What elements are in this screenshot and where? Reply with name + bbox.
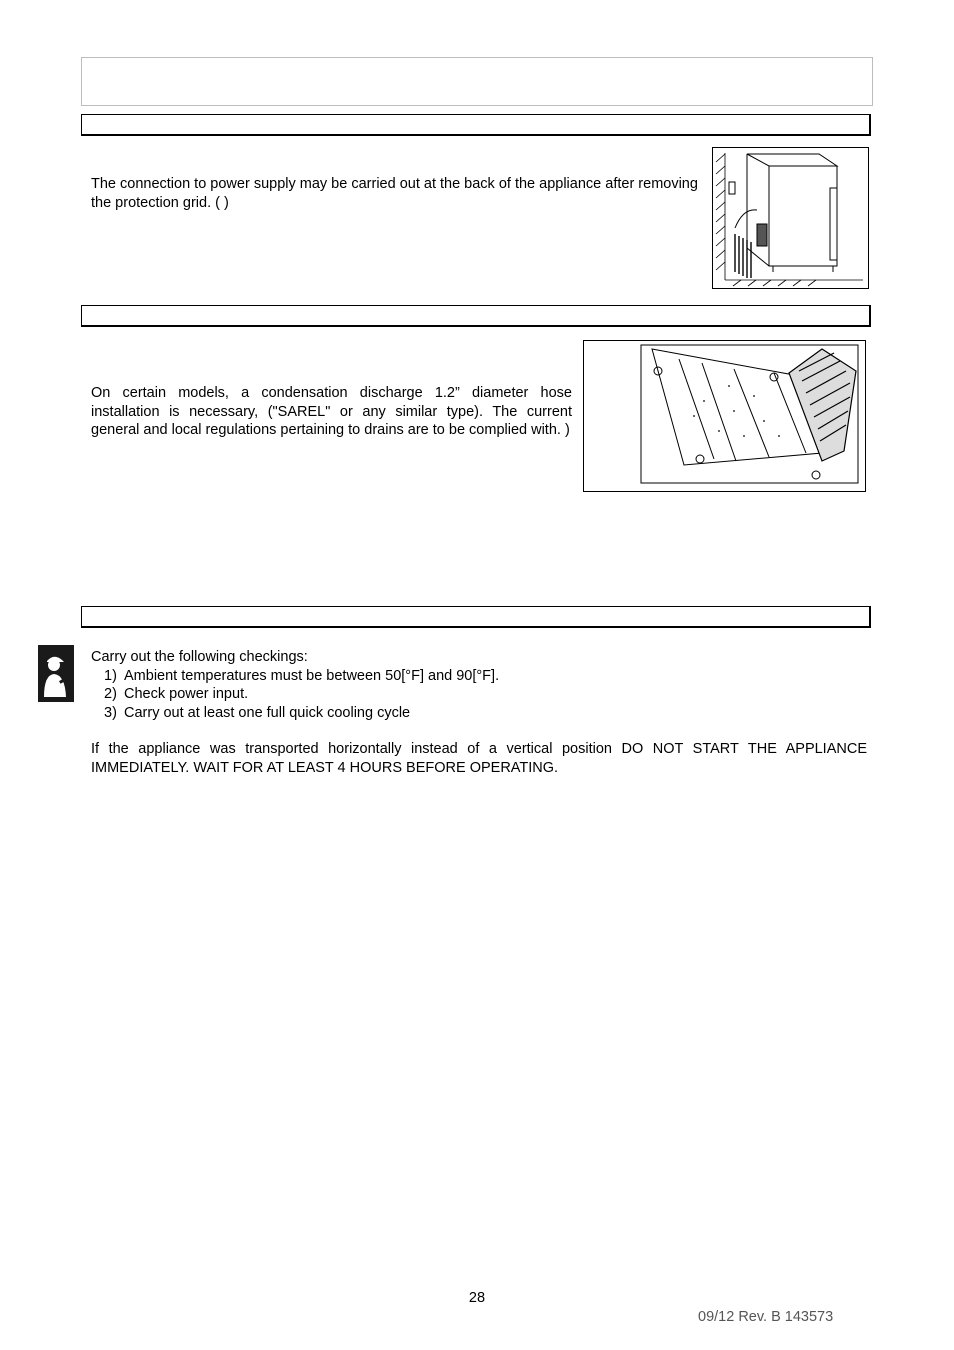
appliance-bottom-illustration [584,341,864,490]
checks-intro: Carry out the following checkings: [91,649,308,665]
revision-label: 09/12 Rev. B 143573 [698,1309,834,1325]
list-item: 3) Carry out at least one full quick cooling cycle [104,704,411,721]
list-item: 1) Ambient temperatures must be between 50[°F] and 90[°F]. [104,668,500,684]
header-box [81,57,873,106]
list-item: 2) Check power input. [104,686,249,703]
section-bar-drain [81,305,871,327]
technician-icon [38,645,74,702]
section-bar-power [81,114,871,136]
checks-list [104,667,499,722]
power-paragraph: The connection to power supply may be carried out at the back of the appliance after removing the protection grid. ( ) [91,176,698,211]
transport-warning: If the appliance was transported horizontally instead of a vertical position DO NOT START THE APPLIANCE IMMEDIATELY. WAIT FOR AT LEAST 4 HOURS BEFORE OPERATING. [91,741,867,776]
page-number: 28 [468,1290,486,1306]
appliance-bottom-figure [583,340,866,492]
section-bar-checks [81,606,871,628]
appliance-back-illustration [713,148,868,288]
drain-paragraph: On certain models, a condensation discharge 1.2” diameter hose installation is necessary, ("SAREL" or any similar type). The current general and local regulations pertaining to drains are to be complied with. ) [91,385,572,438]
appliance-back-figure [712,147,869,289]
